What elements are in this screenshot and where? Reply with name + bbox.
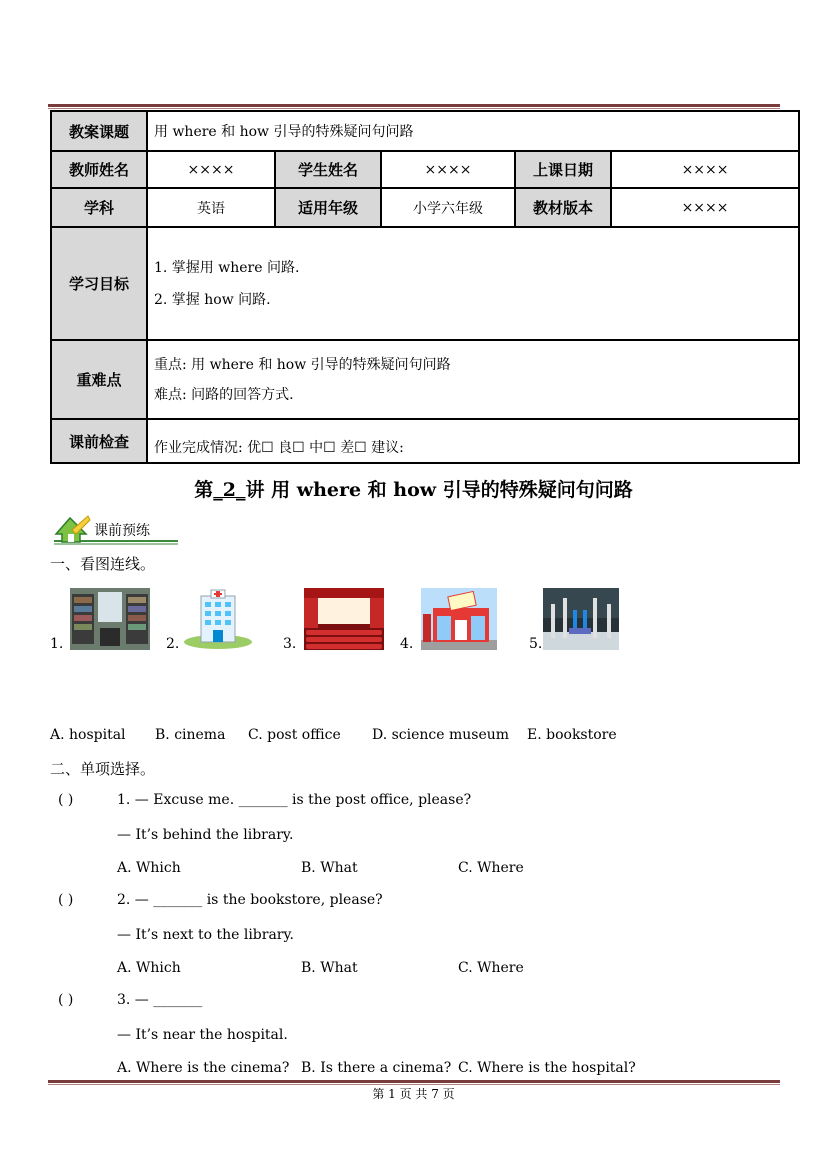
goals-cell <box>147 227 799 340</box>
answer-bracket: ( ) <box>58 792 74 808</box>
answer-bracket: ( ) <box>58 992 74 1008</box>
lesson-title-prefix: 第 <box>194 479 214 501</box>
part1-heading: 一、看图连线。 <box>50 555 156 573</box>
edition-value: ×××× <box>611 188 799 227</box>
keypoints-cell <box>147 340 799 419</box>
lesson-title-suffix: 讲 用 where 和 how 引导的特殊疑问句问路 <box>245 479 633 501</box>
post-office-picture <box>421 588 497 650</box>
question-text: 3. — _______ <box>117 992 203 1008</box>
option-item: D. science museum <box>372 727 510 743</box>
goal-item: 2. 掌握 how 问路. <box>154 291 271 308</box>
choice-item: B. What <box>301 860 358 876</box>
teacher-value: ×××× <box>147 151 275 188</box>
page-footer: 第 1 页 共 7 页 <box>372 1087 455 1101</box>
goal-item: 1. 掌握用 where 问路. <box>154 259 300 276</box>
keypoint-text: 重点: 用 where 和 how 引导的特殊疑问句问路 <box>154 356 451 373</box>
option-item: B. cinema <box>155 727 226 743</box>
bottom-rule <box>48 1080 780 1083</box>
cinema-picture <box>304 588 384 650</box>
top-rule <box>48 104 780 107</box>
choice-item: C. Where <box>458 860 524 876</box>
choice-item: C. Where <box>458 960 524 976</box>
student-label: 学生姓名 <box>275 151 381 188</box>
lesson-title <box>0 475 827 502</box>
choice-item: B. Is there a cinema? <box>301 1060 452 1076</box>
topic-value: 用 where 和 how 引导的特殊疑问句问路 <box>147 111 799 151</box>
bookstore-picture <box>70 588 150 650</box>
lesson-info-table <box>50 110 800 464</box>
choice-item: B. What <box>301 960 358 976</box>
subject-label: 学科 <box>51 188 147 227</box>
answer-bracket: ( ) <box>58 892 74 908</box>
answer-text: — It’s near the hospital. <box>117 1027 288 1043</box>
topic-label: 教案课题 <box>51 111 147 151</box>
difficulty-text: 难点: 问路的回答方式. <box>154 386 294 403</box>
choice-item: A. Where is the cinema? <box>117 1060 290 1076</box>
picture-number: 2. <box>166 636 180 652</box>
grade-label: 适用年级 <box>275 188 381 227</box>
answer-text: — It’s next to the library. <box>117 927 294 943</box>
student-value: ×××× <box>381 151 515 188</box>
option-item: C. post office <box>248 727 341 743</box>
choice-item: A. Which <box>117 960 181 976</box>
precheck-label: 课前检查 <box>51 419 147 463</box>
option-item: E. bookstore <box>527 727 617 743</box>
science-museum-picture <box>543 588 619 650</box>
question-text: 2. — _______ is the bookstore, please? <box>117 892 383 908</box>
lesson-number: _2_ <box>213 479 246 501</box>
question-text: 1. — Excuse me. _______ is the post office, please? <box>117 792 472 808</box>
hospital-picture <box>183 588 253 650</box>
goals-label: 学习目标 <box>51 227 147 340</box>
precheck-value: 作业完成情况: 优☐ 良☐ 中☐ 差☐ 建议: <box>147 419 799 463</box>
date-value: ×××× <box>611 151 799 188</box>
edition-label: 教材版本 <box>515 188 611 227</box>
picture-number: 3. <box>283 636 297 652</box>
subject-value: 英语 <box>147 188 275 227</box>
part2-heading: 二、单项选择。 <box>50 760 156 778</box>
section-badge-label: 课前预练 <box>94 523 150 539</box>
grade-value: 小学六年级 <box>381 188 515 227</box>
top-rule-thin <box>48 108 780 109</box>
answer-text: — It’s behind the library. <box>117 827 294 843</box>
choice-item: A. Which <box>117 860 181 876</box>
picture-number: 5. <box>529 636 543 652</box>
date-label: 上课日期 <box>515 151 611 188</box>
picture-number: 4. <box>400 636 414 652</box>
option-item: A. hospital <box>50 727 126 743</box>
picture-number: 1. <box>50 636 64 652</box>
choice-item: C. Where is the hospital? <box>458 1060 636 1076</box>
keypoints-label: 重难点 <box>51 340 147 419</box>
teacher-label: 教师姓名 <box>51 151 147 188</box>
